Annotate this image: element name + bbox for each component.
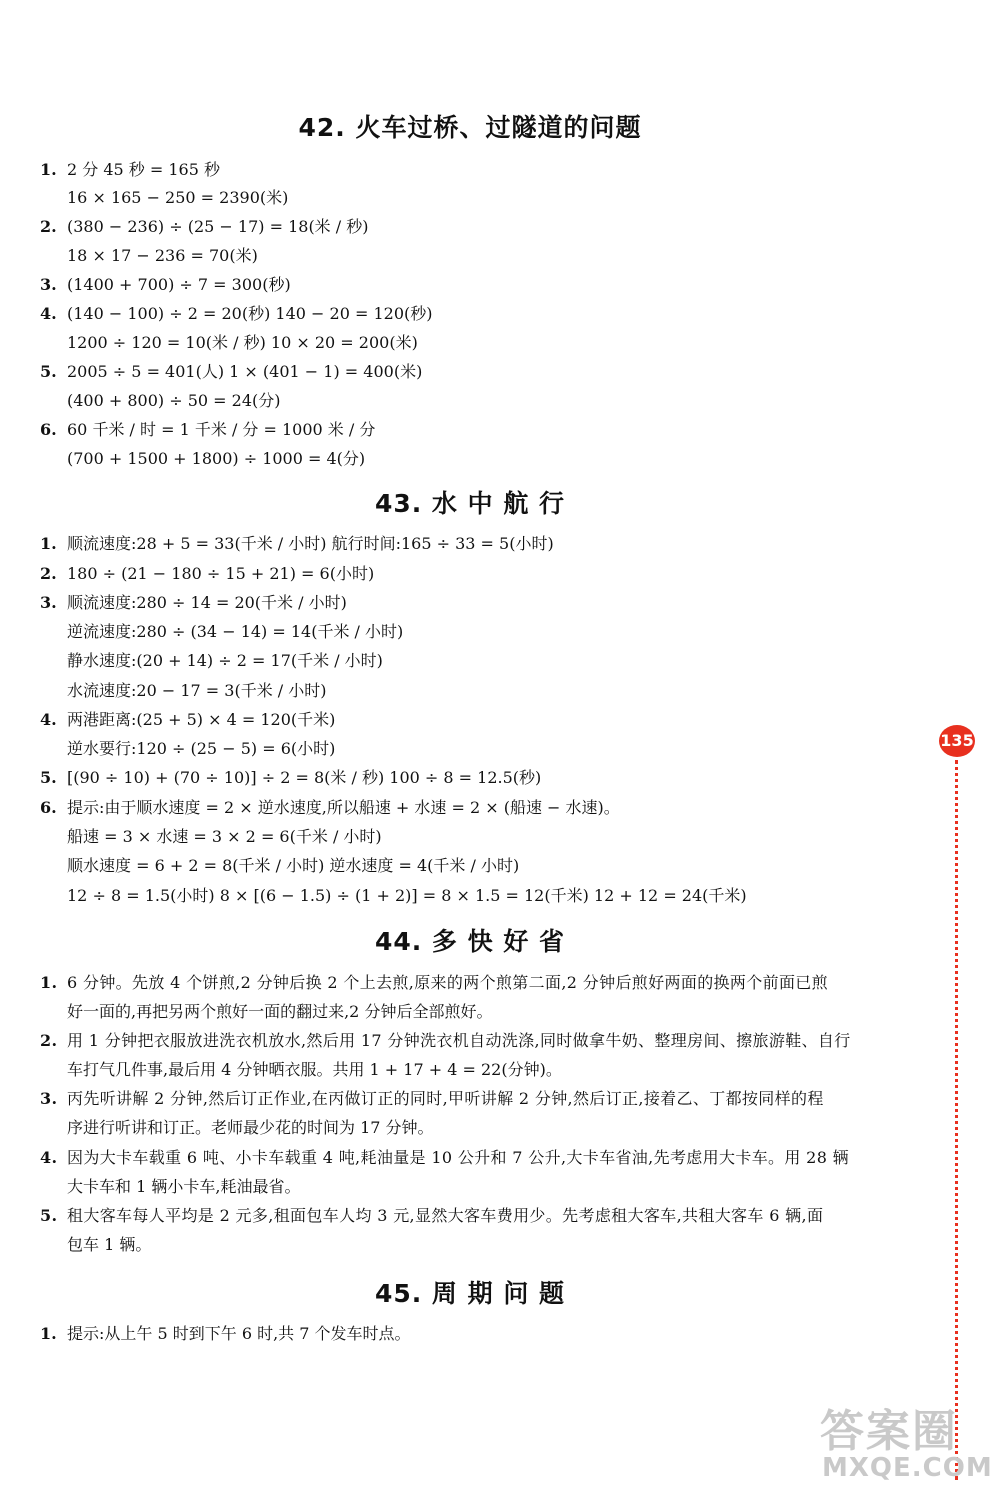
answer-number: 6.	[40, 420, 57, 439]
answer-43-3-line2: 逆流速度:280 ÷ (34 − 14) = 14(千米 / 小时)	[67, 622, 404, 641]
watermark	[820, 1395, 993, 1490]
section-title-42: 42. 火车过桥、过隧道的问题	[298, 113, 642, 142]
answer-number: 6.	[40, 798, 57, 817]
watermark-url: MXQE.COM	[822, 1453, 993, 1483]
answer-42-3	[40, 274, 291, 296]
answer-43-1	[40, 533, 554, 555]
answer-text: 2005 ÷ 5 = 401(人) 1 × (401 − 1) = 400(米)	[67, 362, 423, 381]
answer-number: 3.	[40, 593, 57, 612]
answer-text: 6 分钟。先放 4 个饼煎,2 分钟后换 2 个上去煎,原来的两个煎第二面,2 分钟后煎好两面的换两个前面已煎	[67, 973, 829, 992]
answer-text: 60 千米 / 时 = 1 千米 / 分 = 1000 米 / 分	[67, 420, 376, 439]
answer-44-3-line2: 序进行听讲和订正。老师最少花的时间为 17 分钟。	[67, 1118, 434, 1137]
answer-45-1	[40, 1323, 411, 1345]
answer-number: 4.	[40, 710, 57, 729]
answer-44-2	[40, 1030, 851, 1052]
answer-42-4	[40, 303, 433, 325]
answer-42-6-line2: (700 + 1500 + 1800) ÷ 1000 = 4(分)	[67, 449, 366, 468]
answer-42-1-line2: 16 × 165 − 250 = 2390(米)	[67, 188, 289, 207]
answer-42-2-line2: 18 × 17 − 236 = 70(米)	[67, 246, 258, 265]
answer-44-1	[40, 972, 828, 994]
answer-43-5	[40, 767, 541, 789]
section-title-43: 43. 水 中 航 行	[374, 489, 566, 518]
answer-text: 丙先听讲解 2 分钟,然后订正作业,在丙做订正的同时,甲听讲解 2 分钟,然后订正,接着乙、丁都按同样的程	[67, 1089, 824, 1108]
answer-44-4	[40, 1147, 849, 1169]
answer-number: 3.	[40, 275, 57, 294]
answer-44-5	[40, 1205, 823, 1227]
section-title-44: 44. 多 快 好 省	[374, 927, 566, 956]
answer-43-6-line4: 12 ÷ 8 = 1.5(小时) 8 × [(6 − 1.5) ÷ (1 + 2)] = 8 × 1.5 = 12(千米) 12 + 12 = 24(千米)	[67, 886, 747, 905]
answer-text: 租大客车每人平均是 2 元多,租面包车人均 3 元,显然大客车费用少。先考虑租大客车,共租大客车 6 辆,面	[67, 1206, 824, 1225]
answer-44-1-line2: 好一面的,再把另两个煎好一面的翻过来,2 分钟后全部煎好。	[67, 1002, 493, 1021]
answer-number: 2.	[40, 564, 57, 583]
answer-44-5-line2: 包车 1 辆。	[67, 1235, 152, 1254]
answer-number: 1.	[40, 1324, 57, 1343]
answer-text: 因为大卡车载重 6 吨、小卡车载重 4 吨,耗油量是 10 公升和 7 公升,大卡车省油,先考虑用大卡车。用 28 辆	[67, 1148, 850, 1167]
answer-43-4	[40, 709, 335, 731]
answer-text: (140 − 100) ÷ 2 = 20(秒) 140 − 20 = 120(秒)	[67, 304, 433, 323]
answer-text: 用 1 分钟把衣服放进洗衣机放水,然后用 17 分钟洗衣机自动洗涤,同时做拿牛奶、整理房间、擦旅游鞋、自行	[67, 1031, 851, 1050]
section-title-45: 45. 周 期 问 题	[374, 1279, 566, 1308]
answer-43-6-line2: 船速 = 3 × 水速 = 3 × 2 = 6(千米 / 小时)	[67, 827, 382, 846]
answer-text: 180 ÷ (21 − 180 ÷ 15 + 21) = 6(小时)	[67, 564, 375, 583]
answer-43-4-line2: 逆水要行:120 ÷ (25 − 5) = 6(小时)	[67, 739, 336, 758]
answer-text: 2 分 45 秒 = 165 秒	[67, 160, 221, 179]
answer-42-4-line2: 1200 ÷ 120 = 10(米 / 秒) 10 × 20 = 200(米)	[67, 333, 418, 352]
answer-text: (380 − 236) ÷ (25 − 17) = 18(米 / 秒)	[67, 217, 369, 236]
answer-text: 顺流速度:280 ÷ 14 = 20(千米 / 小时)	[67, 593, 347, 612]
answer-43-3	[40, 592, 347, 614]
page-number-badge: 135	[939, 725, 975, 757]
answer-number: 1.	[40, 973, 58, 992]
answer-42-6	[40, 419, 375, 441]
answer-43-6	[40, 797, 620, 819]
answer-number: 5.	[40, 362, 57, 381]
answer-number: 4.	[40, 304, 57, 323]
answer-44-3	[40, 1088, 824, 1110]
answer-number: 1.	[40, 534, 57, 553]
answer-number: 1.	[40, 160, 57, 179]
answer-43-2	[40, 563, 374, 585]
answer-text: (1400 + 700) ÷ 7 = 300(秒)	[67, 275, 291, 294]
answer-text: [(90 ÷ 10) + (70 ÷ 10)] ÷ 2 = 8(米 / 秒) 100 ÷ 8 = 12.5(秒)	[67, 768, 542, 787]
answer-number: 4.	[40, 1148, 58, 1167]
answer-42-2	[40, 216, 369, 238]
answer-number: 2.	[40, 217, 57, 236]
answer-number: 3.	[40, 1089, 58, 1108]
answer-text: 提示:由于顺水速度 = 2 × 逆水速度,所以船速 + 水速 = 2 × (船速 − 水速)。	[67, 798, 620, 817]
answer-43-6-line3: 顺水速度 = 6 + 2 = 8(千米 / 小时) 逆水速度 = 4(千米 / 小时)	[67, 856, 520, 875]
answer-number: 2.	[40, 1031, 58, 1050]
answer-42-5-line2: (400 + 800) ÷ 50 = 24(分)	[67, 391, 281, 410]
margin-dotted-line	[955, 760, 958, 1480]
answer-43-3-line4: 水流速度:20 − 17 = 3(千米 / 小时)	[67, 681, 327, 700]
answer-text: 提示:从上午 5 时到下午 6 时,共 7 个发车时点。	[67, 1324, 411, 1343]
answer-text: 顺流速度:28 + 5 = 33(千米 / 小时) 航行时间:165 ÷ 33 = 5(小时)	[67, 534, 554, 553]
answer-43-3-line3: 静水速度:(20 + 14) ÷ 2 = 17(千米 / 小时)	[67, 651, 383, 670]
answer-42-1	[40, 159, 220, 181]
watermark-logo: 答案圈	[820, 1406, 958, 1457]
answer-number: 5.	[40, 768, 57, 787]
answer-number: 5.	[40, 1206, 58, 1225]
answer-44-4-line2: 大卡车和 1 辆小卡车,耗油最省。	[67, 1177, 301, 1196]
answer-44-2-line2: 车打气几件事,最后用 4 分钟晒衣服。共用 1 + 17 + 4 = 22(分钟)。	[67, 1060, 562, 1079]
answer-text: 两港距离:(25 + 5) × 4 = 120(千米)	[67, 710, 336, 729]
answer-42-5	[40, 361, 422, 383]
